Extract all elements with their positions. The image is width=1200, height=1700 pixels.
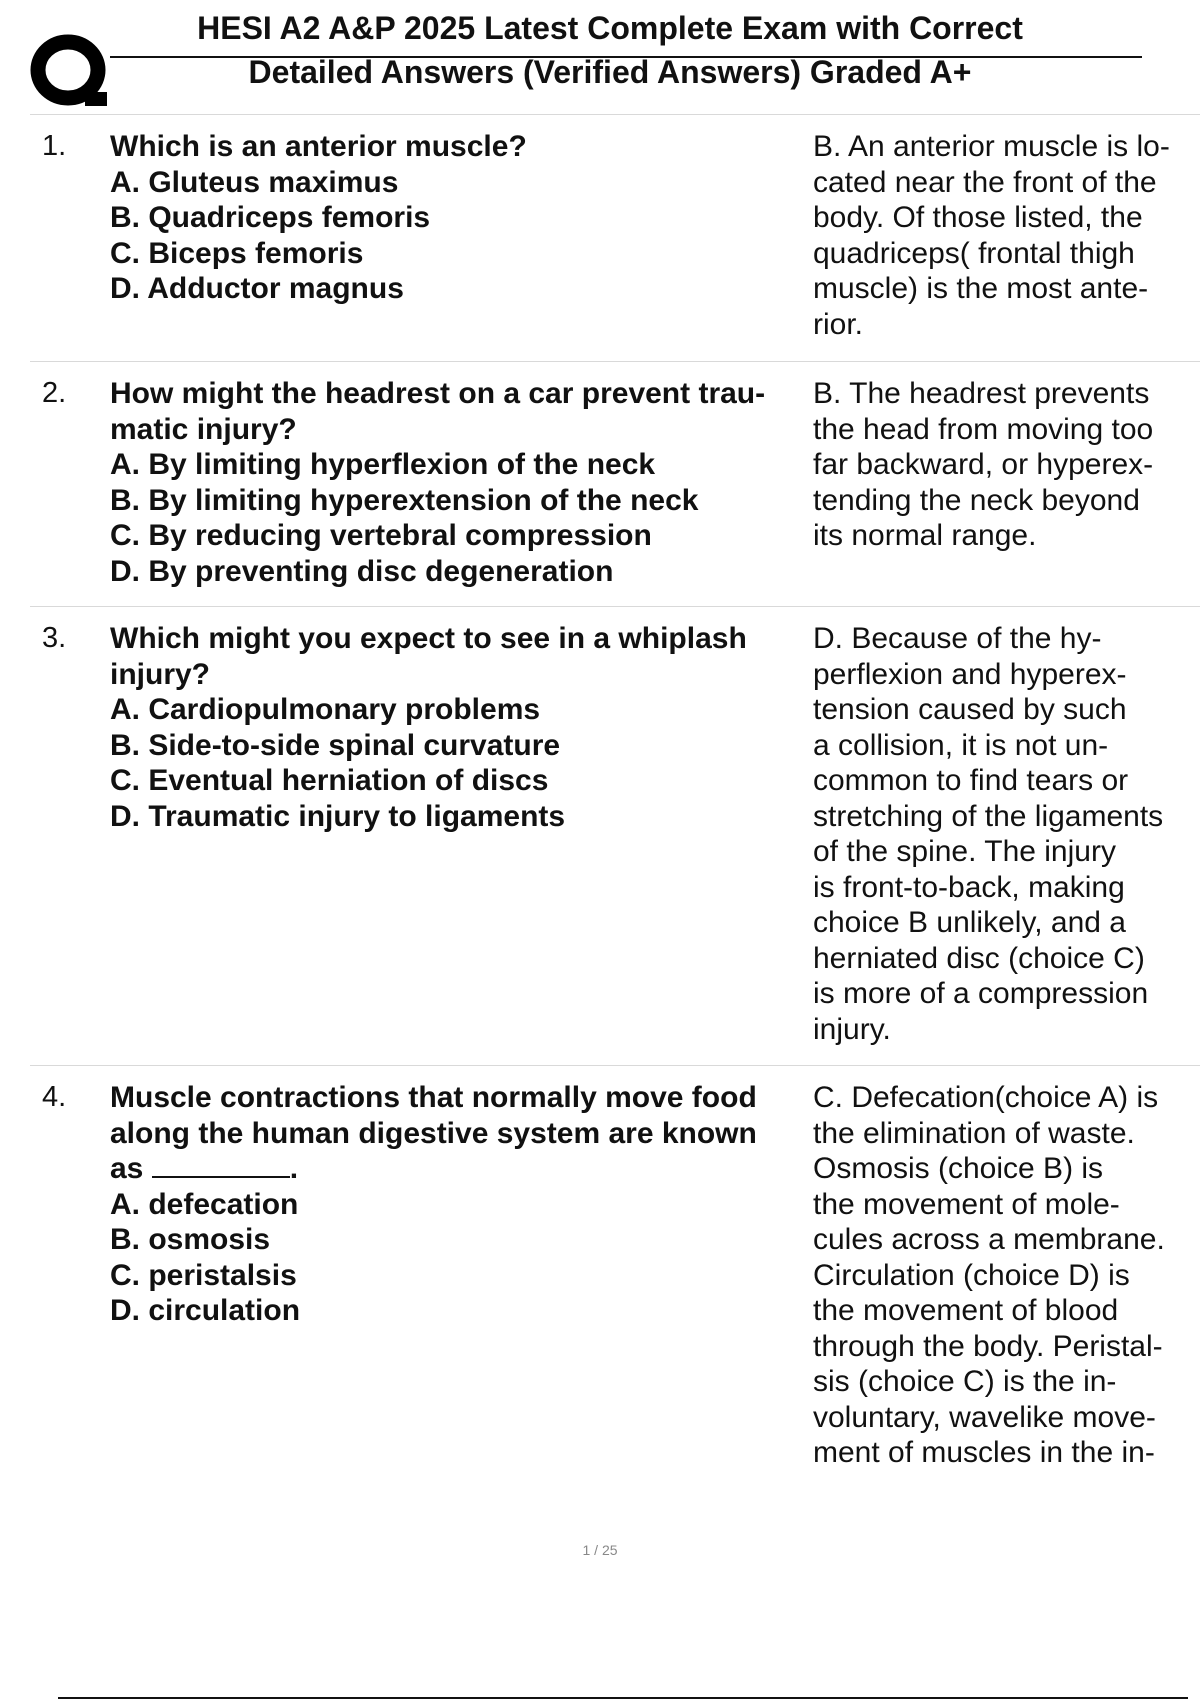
explanation-line: stretching of the ligaments [813, 799, 1164, 833]
explanation-line: B. The headrest prevents [813, 377, 1150, 410]
answer-option-c: C. Biceps femoris [110, 236, 364, 270]
explanation-line: its normal range. [813, 519, 1037, 552]
question-stem-line [110, 1151, 832, 1187]
explanation-line: ment of muscles in the in- [813, 1436, 1155, 1469]
answer-option-b: B. Side-to-side spinal curvature [110, 728, 561, 762]
explanation-line: tending the neck beyond [813, 483, 1140, 517]
explanation-line: herniated disc (choice C) [813, 941, 1145, 975]
answer-explanation [813, 1080, 1200, 1471]
explanation-line: cated near the front of the [813, 165, 1157, 199]
question-block-2 [30, 361, 1200, 607]
question-stem-line: injury? [110, 657, 211, 691]
question-stem-line: along the human digestive system are known [110, 1116, 757, 1150]
explanation-line: common to find tears or [813, 764, 1129, 797]
explanation-line: through the body. Peristal- [813, 1329, 1163, 1363]
answer-option-b: B. By limiting hyperextension of the neck [110, 483, 699, 517]
question-number: 4. [42, 1081, 67, 1113]
footer-divider [58, 1697, 1188, 1699]
question-block-1 [30, 115, 1200, 361]
explanation-line: choice B unlikely, and a [813, 906, 1126, 939]
explanation-line: Circulation (choice D) is [813, 1258, 1130, 1292]
explanation-line: tension caused by such [813, 693, 1127, 726]
explanation-line: is front-to-back, making [813, 870, 1125, 904]
document-title-line-1: HESI A2 A&P 2025 Latest Complete Exam with Correct [197, 10, 1023, 46]
answer-option-b: B. Quadriceps femoris [110, 201, 431, 234]
question-number: 2. [42, 377, 67, 409]
question-text [110, 129, 832, 307]
explanation-line: voluntary, wavelike move- [813, 1400, 1156, 1434]
answer-explanation [813, 376, 1200, 554]
question-text [110, 1080, 832, 1329]
explanation-line: the movement of blood [813, 1294, 1119, 1327]
question-stem-line: Which might you expect to see in a whiplash [110, 622, 747, 655]
explanation-line: rior. [813, 307, 864, 341]
question-number: 1. [42, 130, 67, 162]
explanation-line: the head from moving too [813, 412, 1154, 446]
question-stem-line: Which is an anterior muscle? [110, 130, 527, 163]
explanation-line: C. Defecation(choice A) is [813, 1081, 1159, 1114]
explanation-line: D. Because of the hy- [813, 622, 1102, 655]
question-block-4 [30, 1065, 1200, 1486]
answer-option-a: A. Cardiopulmonary problems [110, 693, 541, 726]
q-logo-icon [30, 32, 110, 112]
answer-option-b: B. osmosis [110, 1223, 271, 1256]
explanation-line: muscle) is the most ante- [813, 272, 1149, 305]
question-block-3 [30, 606, 1200, 1066]
page-indicator: 1 / 25 [582, 1542, 618, 1558]
explanation-line: B. An anterior muscle is lo- [813, 130, 1170, 163]
explanation-line: perflexion and hyperex- [813, 657, 1127, 691]
explanation-line: far backward, or hyperex- [813, 448, 1154, 481]
answer-explanation [813, 621, 1200, 1047]
explanation-line: of the spine. The injury [813, 835, 1116, 868]
answer-option-c: C. peristalsis [110, 1258, 297, 1292]
answer-option-d: D. By preventing disc degeneration [110, 554, 614, 588]
explanation-line: sis (choice C) is the in- [813, 1365, 1117, 1398]
page-header [0, 0, 1200, 118]
answer-option-d: D. Adductor magnus [110, 272, 404, 305]
answer-option-a: A. defecation [110, 1187, 299, 1221]
question-text [110, 621, 832, 834]
explanation-line: the movement of mole- [813, 1187, 1120, 1221]
answer-option-d: D. Traumatic injury to ligaments [110, 799, 566, 833]
question-stem-tail: as [110, 1152, 144, 1185]
answer-option-a: A. By limiting hyperflexion of the neck [110, 448, 656, 481]
document-title-line-2: Detailed Answers (Verified Answers) Graded A+ [248, 54, 972, 90]
explanation-line: cules across a membrane. [813, 1223, 1165, 1256]
explanation-line: body. Of those listed, the [813, 201, 1143, 234]
answer-option-d: D. circulation [110, 1294, 301, 1327]
explanation-line: Osmosis (choice B) is [813, 1152, 1104, 1185]
explanation-line: injury. [813, 1012, 891, 1046]
question-stem-end: . [289, 1152, 299, 1185]
answer-option-c: C. By reducing vertebral compression [110, 519, 652, 552]
answer-explanation [813, 129, 1200, 342]
question-stem-line: matic injury? [110, 412, 297, 446]
question-text [110, 376, 832, 589]
fill-in-blank [152, 1152, 290, 1178]
question-stem-line: How might the headrest on a car prevent trau- [110, 377, 766, 410]
explanation-line: quadriceps( frontal thigh [813, 236, 1135, 270]
explanation-line: is more of a compression [813, 977, 1149, 1010]
explanation-line: the elimination of waste. [813, 1116, 1135, 1150]
question-number: 3. [42, 622, 67, 654]
explanation-line: a collision, it is not un- [813, 728, 1109, 762]
answer-option-c: C. Eventual herniation of discs [110, 764, 549, 797]
question-stem-line: Muscle contractions that normally move food [110, 1081, 757, 1114]
answer-option-a: A. Gluteus maximus [110, 165, 399, 199]
